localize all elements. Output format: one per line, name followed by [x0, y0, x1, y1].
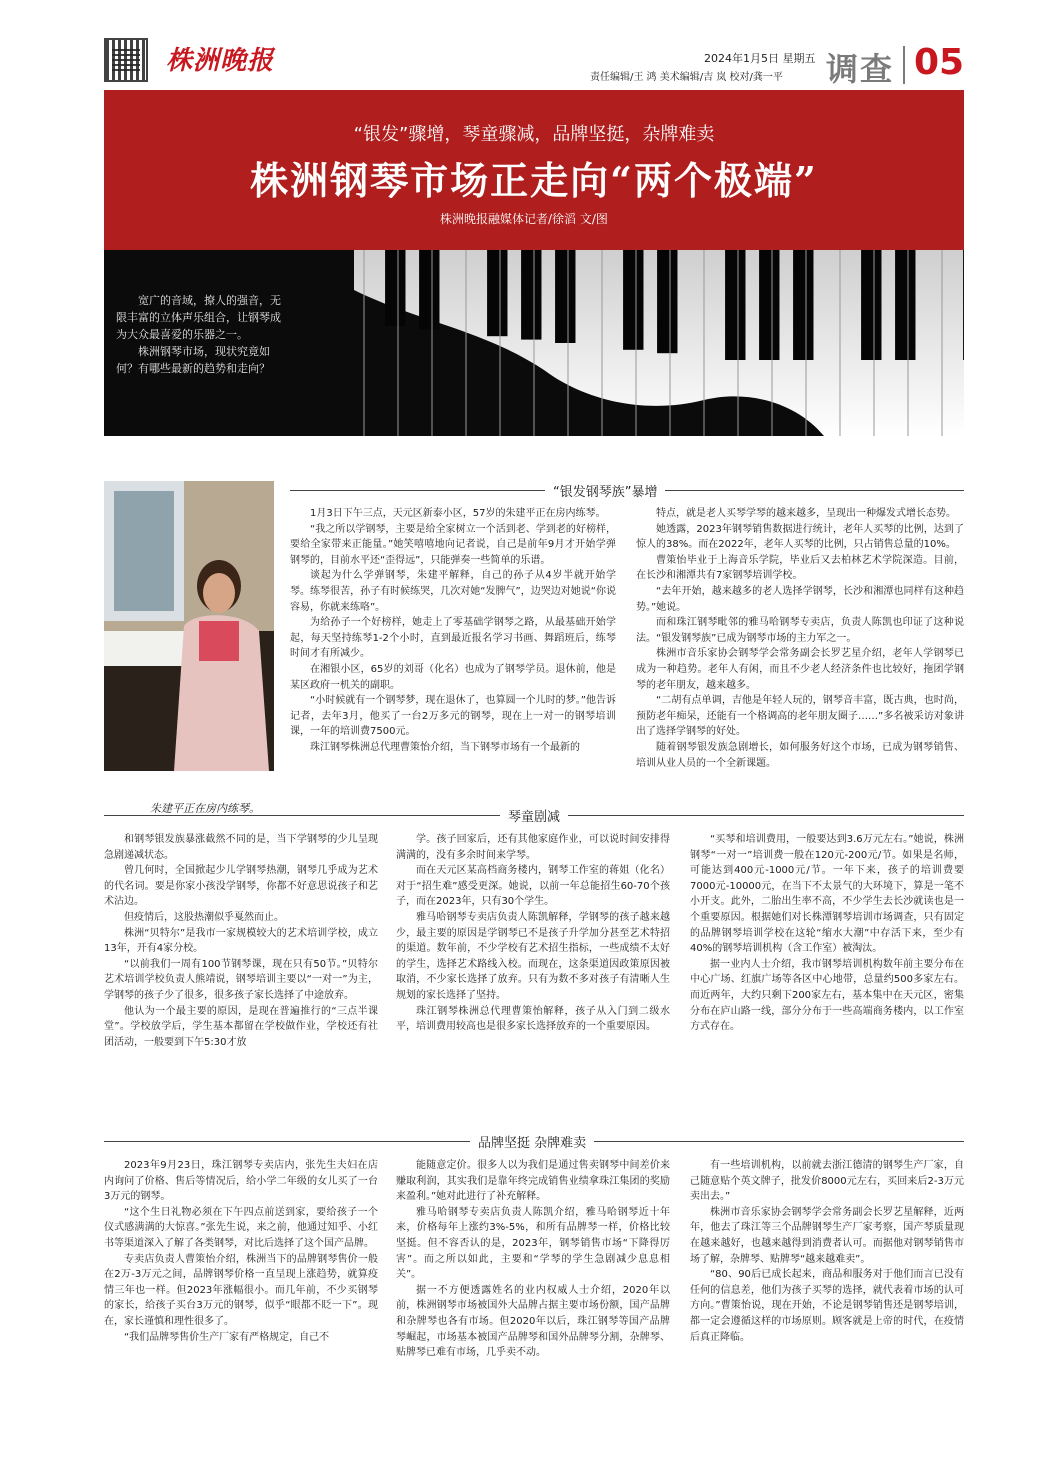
- black-key: [657, 250, 677, 353]
- article-paragraph: 雅马哈钢琴专卖店负责人陈凯解释，学钢琴的孩子越来越少，最主要的原因是学钢琴已不是孩子升学加分甚至艺术特招的渠道。数年前，不少学校有艺术招生指标，一些成绩不太好的学生，选择艺术路线入校。而现在，这条渠道因政策原因被取消，不少家长选择了放弃。只有为数不多对孩子有清晰人生规划的家长选择了坚持。: [396, 911, 670, 1001]
- article-paragraph: 据一不方便透露姓名的业内权威人士介绍，2020年以前，株洲钢琴市场被国外大品牌占据主要市场份额，国产品牌和杂牌琴也各有市场。但2020年以后，珠江钢琴等国产品牌琴崛起，市场基本被国产品牌琴和国外品牌琴分割，杂牌琴、贴牌琴已难有市场，几乎卖不动。: [396, 1284, 670, 1359]
- pianist-illustration: [104, 481, 274, 771]
- article-paragraph: 但疫情后，这股热潮似乎戛然而止。: [124, 911, 284, 923]
- article-paragraph: 特点，就是老人买琴学琴的越来越多，呈现出一种爆发式增长态势。: [656, 508, 956, 519]
- text-column: [104, 832, 378, 1050]
- article-paragraph: 而在天元区某高档商务楼内，钢琴工作室的蒋姐（化名）对于“招生难”感受更深。她说，以前一年总能招生60-70个孩子，而在2023年，只有30个学生。: [396, 865, 670, 908]
- article-paragraph: 雅马哈钢琴专卖店负责人陈凯介绍，雅马哈钢琴近十年来，价格每年上涨约3%-5%，和所有品牌琴一样，价格比较坚挺。但不容否认的是，2023年，钢琴销售市场“下降得厉害”。而之所以如此，主要和“学琴的学生急剧减少息息相关”。: [396, 1206, 670, 1281]
- article-paragraph: “以前我们一周有100节钢琴课，现在只有50节。”贝特尔艺术培训学校负责人熊靖说，钢琴培训主要以“一对一”为主，学钢琴的孩子少了很多，很多孩子家长选择了中途放弃。: [104, 958, 378, 1001]
- text-column: [396, 1158, 670, 1361]
- black-key: [487, 250, 507, 336]
- article-paragraph: 专卖店负责人曹策怡介绍，株洲当下的品牌钢琴售价一般在2万-3万元之间，品牌钢琴价格一直呈现上涨趋势，就算疫情三年也一样。但2023年涨幅很小。而几年前，不少买钢琴的家长，给孩子买台3万元的钢琴，似乎“眼都不眨一下”。现在，家长谨慎和理性很多了。: [104, 1253, 378, 1327]
- article-paragraph: 珠江钢琴株洲总代理曹策怡介绍，当下钢琴市场有一个最新的: [310, 741, 580, 753]
- article-paragraph: 能随意定价。很多人以为我们是通过售卖钢琴中间差价来赚取利润，其实我们是靠年终完成销售业绩拿珠江集团的奖励来盈利。”她对此进行了补充解释。: [396, 1160, 670, 1203]
- black-key: [725, 250, 745, 360]
- article-paragraph: 曾几何时，全国掀起少儿学钢琴热潮，钢琴几乎成为艺术的代名词。要是你家小孩没学钢琴，你都不好意思说孩子和艺术沾边。: [104, 865, 378, 908]
- black-key: [963, 250, 964, 360]
- black-key: [555, 250, 575, 343]
- article-paragraph: “去年开始，越来越多的老人选择学钢琴，长沙和湘潭也同样有这种趋势。”她说。: [636, 585, 964, 613]
- article-paragraph: 曹策怡毕业于上海音乐学院，毕业后又去柏林艺术学院深造。目前，在长沙和湘潭共有7家钢琴培训学校。: [636, 554, 964, 582]
- article-paragraph: 株洲“贝特尔”是我市一家规模较大的艺术培训学校，成立13年，开有4家分校。: [104, 927, 378, 955]
- article-paragraph: 随着钢琴银发族急剧增长，如何服务好这个市场，已成为钢琴销售、培训从业人员的一个全新课题。: [636, 741, 964, 769]
- article-paragraph: “小时候就有一个钢琴梦，现在退休了，也算圆一个儿时的梦。”他告诉记者，去年3月，他买了一台2万多元的钢琴，现在上一对一的钢琴培训课，一年的培训费7500元。: [290, 695, 616, 738]
- section-title: 琴童剧减: [500, 806, 568, 825]
- photo-caption: 朱建平正在房内练琴。: [150, 802, 260, 815]
- article-paragraph: “这个生日礼物必须在下午四点前送到家，要给孩子一个仪式感满满的大惊喜。”张先生说，来之前，他通过知乎、小红书等渠道深入了解了各类钢琴，对比后选择了这个国产品牌。: [104, 1206, 378, 1249]
- text-column: [104, 1158, 378, 1345]
- article-paragraph: 据一业内人士介绍，我市钢琴培训机构数年前主要分布在中心广场、红旗广场等各区中心地带，总量约500多家左右。而近两年，大约只剩下200家左右，基本集中在天元区，密集分布在庐山路一线，部分分布于一些高端商务楼内，以工作室方式存在。: [690, 958, 964, 1033]
- portrait-photo: [104, 481, 274, 771]
- section-title: “银发钢琴族”暴增: [545, 481, 665, 500]
- subheadline: “银发”骤增，琴童骤减，品牌坚挺，杂牌难卖: [353, 124, 715, 145]
- article-paragraph: 株洲市音乐家协会钢琴学会常务副会长罗艺星介绍，老年人学钢琴已成为一种趋势。老年人有闲，而且不少老人经济条件也比较好，拖团学钢琴的老年朋友，越来越多。: [636, 648, 964, 691]
- article-paragraph: “80、90后已成长起来，商品和服务对于他们而言已没有任何的信息差，他们为孩子买琴的选择，就代表着市场的认可方向。”曹策怡说，现在开始，不论是钢琴销售还是钢琴培训，都一定会遵循这样的市场原则。顾客就是上帝的时代，在疫情后真正降临。: [690, 1269, 964, 1343]
- text-column: [690, 1158, 964, 1345]
- black-key: [385, 250, 405, 326]
- article-paragraph: 2023年9月23日，珠江钢琴专卖店内，张先生夫妇在店内询问了价格、售后等情况后，给小学二年级的女儿买了一台3万元的钢琴。: [104, 1160, 378, 1203]
- article-paragraph: 她透露，2023年钢琴销售数据进行统计，老年人买琴的比例，达到了惊人的38%。而在2022年，老年人买琴的比例，只占销售总量的10%。: [636, 523, 964, 551]
- intro-text: [116, 292, 286, 377]
- text-column: [636, 506, 964, 771]
- black-key: [521, 250, 541, 340]
- article-paragraph: 珠江钢琴株洲总代理曹策怡解释，孩子从入门到二级水平，培训费用较高也是很多家长选择放弃的一个重要原因。: [396, 1005, 670, 1033]
- black-key: [861, 250, 881, 360]
- article-paragraph: “我们品牌琴售价生产厂家有严格规定，自己不: [124, 1331, 330, 1343]
- black-key: [895, 250, 915, 360]
- text-column: [690, 832, 964, 1035]
- intro-paragraph: 株洲钢琴市场，现状究竟如何？有哪些最新的趋势和走向？: [116, 345, 270, 375]
- article-paragraph: 而和珠江钢琴毗邻的雅马哈钢琴专卖店，负责人陈凯也印证了这种说法。“银发钢琴族”已成为钢琴市场的主力军之一。: [636, 617, 964, 644]
- article-paragraph: “二胡有点单调，吉他是年轻人玩的，钢琴音丰富，既古典，也时尚，预防老年痴呆，还能有一个格调高的老年朋友圈子……”多名被采访对象讲出了选择学钢琴的好处。: [636, 695, 964, 738]
- editor-credits: 责任编辑/王 鸿 美术编辑/吉 岚 校对/龚一平: [590, 72, 783, 83]
- article-paragraph: 在湘银小区，65岁的刘哥（化名）也成为了钢琴学员。退休前，他是某区政府一机关的副职。: [290, 663, 616, 691]
- article-paragraph: 学。孩子回家后，还有其他家庭作业，可以说时间安排得满满的，没有多余时间来学琴。: [396, 834, 670, 861]
- article-paragraph: 有一些培训机构，以前就去浙江德清的钢琴生产厂家，自己随意贴个英文牌子，批发价8000元左右，买回来后2-3万元卖出去。”: [690, 1160, 964, 1203]
- article-paragraph: 1月3日下午三点，天元区新泰小区，57岁的朱建平正在房内练琴。: [310, 508, 606, 519]
- article-paragraph: 为给孙子一个好榜样，她走上了零基础学钢琴之路，从最基础开始学起，每天坚持练琴1-2个小时，直到最近报名学习书画、舞蹈班后，练琴时间才有所减少。: [290, 617, 616, 660]
- black-key: [793, 250, 813, 360]
- intro-paragraph: 宽广的音域，撩人的强音，无限丰富的立体声乐组合，让钢琴成为大众最喜爱的乐器之一。: [116, 294, 281, 341]
- article-paragraph: 和钢琴银发族暴涨截然不同的是，当下学钢琴的少儿呈现急剧递减状态。: [104, 834, 378, 861]
- article-paragraph: “买琴和培训费用，一般要达到3.6万元左右。”她说，株洲钢琴“一对一”培训费一般在120元-200元/节。如果是名师，可能达到400元-1000元/节。一年下来，孩子的培训费要7000元-10000元，在当下不太景气的大环境下，算是一笔不小开支。此外，二胎出生率不高，不少学生去长沙就读也是一个重要原因。根据她们对长株潭钢琴培训市场调查，只有固定的品牌钢琴培训学校在这轮“缩水大潮”中存活下来，至少有40%的钢琴培训机构（含工作室）被淘汰。: [690, 834, 964, 955]
- text-column: [396, 832, 670, 1035]
- header-divider: [903, 46, 905, 84]
- article-paragraph: 株洲市音乐家协会钢琴学会常务副会长罗艺星解释，近两年，他去了珠江等三个品牌钢琴生产厂家考察，国产琴质量现在越来越好，也越来越得到消费者认可。而据他对钢琴销售市场了解，杂牌琴、贴牌琴“越来越难卖”。: [690, 1206, 964, 1265]
- black-key: [759, 250, 779, 360]
- article-paragraph: 谈起为什么学弹钢琴，朱建平解释，自己的孙子从4岁半就开始学琴。练琴很苦，孙子有时候练哭，几次对她“发脾气”，边哭边对她说“你说容易，你就来练咯”。: [290, 570, 616, 613]
- qr-code-icon[interactable]: [104, 38, 148, 82]
- black-key: [419, 250, 439, 329]
- section-name: 调查: [826, 50, 895, 88]
- issue-date: 2024年1月5日 星期五: [704, 52, 816, 65]
- article-paragraph: “我之所以学钢琴，主要是给全家树立一个活到老、学到老的好榜样，要给全家带来正能量。”她笑嘻嘻地向记者说，自己是前年9月才开始学弹钢琴的，目前水平还“歪得远”，只能弹奏一些简单的乐谱。: [290, 523, 616, 566]
- article-paragraph: 他认为一个最主要的原因，是现在普遍推行的“三点半课堂”。学校放学后，学生基本都留在学校做作业，学校还有社团活动，一般要到下午5:30才放: [104, 1005, 378, 1048]
- page-number: 05: [914, 42, 965, 83]
- byline: 株洲晚报融媒体记者/徐滔 文/图: [440, 212, 608, 226]
- newspaper-logo: 株洲晚报: [166, 46, 275, 76]
- section-title: 品牌坚挺 杂牌难卖: [470, 1132, 594, 1151]
- text-column: [290, 506, 616, 756]
- black-key: [623, 250, 643, 350]
- headline: 株洲钢琴市场正走向“两个极端”: [250, 158, 818, 203]
